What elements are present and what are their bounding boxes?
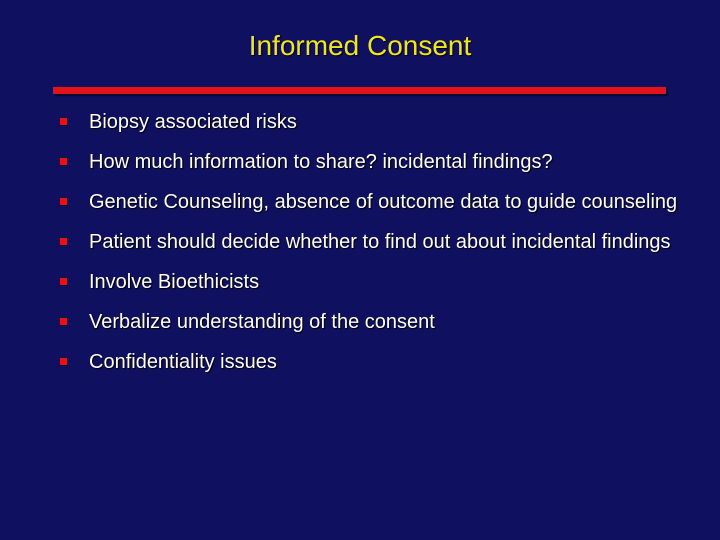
bullet-text: Patient should decide whether to find out about incidental findings xyxy=(89,231,671,253)
square-bullet-icon xyxy=(60,158,67,165)
square-bullet-icon xyxy=(60,358,67,365)
slide-title: Informed Consent xyxy=(248,30,472,61)
bullet-item xyxy=(58,187,678,217)
bullet-text: Biopsy associated risks xyxy=(89,111,297,133)
bullet-text: Confidentiality issues xyxy=(89,351,277,373)
square-bullet-icon xyxy=(60,318,67,325)
bullet-item xyxy=(58,347,678,377)
bullet-item xyxy=(58,267,678,297)
square-bullet-icon xyxy=(60,198,67,205)
bullet-item xyxy=(58,227,678,257)
square-bullet-icon xyxy=(60,278,67,285)
bullet-text: How much information to share? incidental findings? xyxy=(89,151,553,173)
bullet-text: Genetic Counseling, absence of outcome data to guide counseling xyxy=(89,191,678,213)
bullet-list xyxy=(58,107,678,387)
bullet-item xyxy=(58,307,678,337)
square-bullet-icon xyxy=(60,118,67,125)
title-divider xyxy=(53,87,666,94)
bullet-text: Involve Bioethicists xyxy=(89,271,260,293)
bullet-item xyxy=(58,147,678,177)
bullet-text: Verbalize understanding of the consent xyxy=(89,311,435,333)
square-bullet-icon xyxy=(60,238,67,245)
bullet-item xyxy=(58,107,678,137)
